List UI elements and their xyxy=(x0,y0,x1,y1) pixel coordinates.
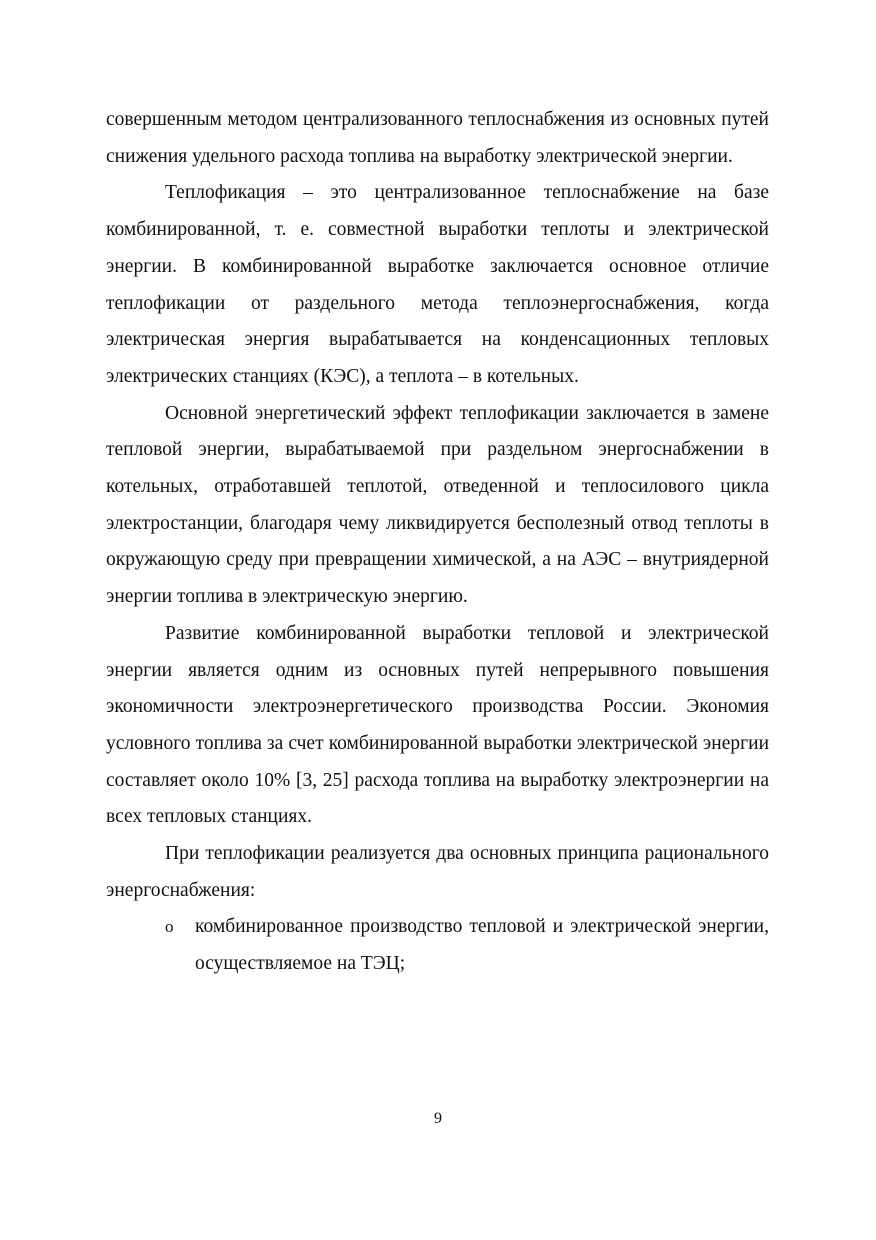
paragraph-teplofikatsiya-definition: Теплофикация – это централизованное теплоснабжение на базе комбинированной, т. е. совместной выработки теплоты и электрической энергии. В комбинированной выработке заключается основное отличие теплофикации от раздельного метода теплоэнергоснабжения, когда электрическая энергия вырабатывается на конденсационных тепловых электрических станциях (КЭС), а теплота – в котельных. xyxy=(106,182,769,387)
list-item xyxy=(106,909,769,982)
paragraph-combined-generation: Развитие комбинированной выработки тепловой и электрической энергии является одним из основных путей непрерывного повышения экономичности электроэнергетического производства России. Экономия условного топлива за счет комбинированной выработки электрической энергии составляет около 10% [3, 25] расхода топлива на выработку электроэнергии на всех тепловых станциях. xyxy=(106,622,769,828)
paragraph-principles-intro: При теплофикации реализуется два основных принципа рационального энергоснабжения: xyxy=(106,843,769,901)
bullet-circle-icon: o xyxy=(165,917,174,937)
document-body xyxy=(106,102,769,983)
paragraph-continuation: совершенным методом централизованного теплоснабжения из основных путей снижения удельного расхода топлива на выработку электрической энергии. xyxy=(106,109,769,167)
paragraph-energy-effect: Основной энергетический эффект теплофикации заключается в замене тепловой энергии, вырабатываемой при раздельном энергоснабжении в котельных, отработавшей теплотой, отведенной и теплосилового цикла электростанции, благодаря чему ликвидируется бесполезный отвод теплоты в окружающую среду при превращении химической, а на АЭС – внутриядерной энергии топлива в электрическую энергию. xyxy=(106,402,769,608)
principles-list xyxy=(106,909,769,982)
page-number: 9 xyxy=(434,1110,442,1127)
list-item-text: комбинированное производство тепловой и электрической энергии, осуществляемое на ТЭЦ; xyxy=(195,916,769,975)
